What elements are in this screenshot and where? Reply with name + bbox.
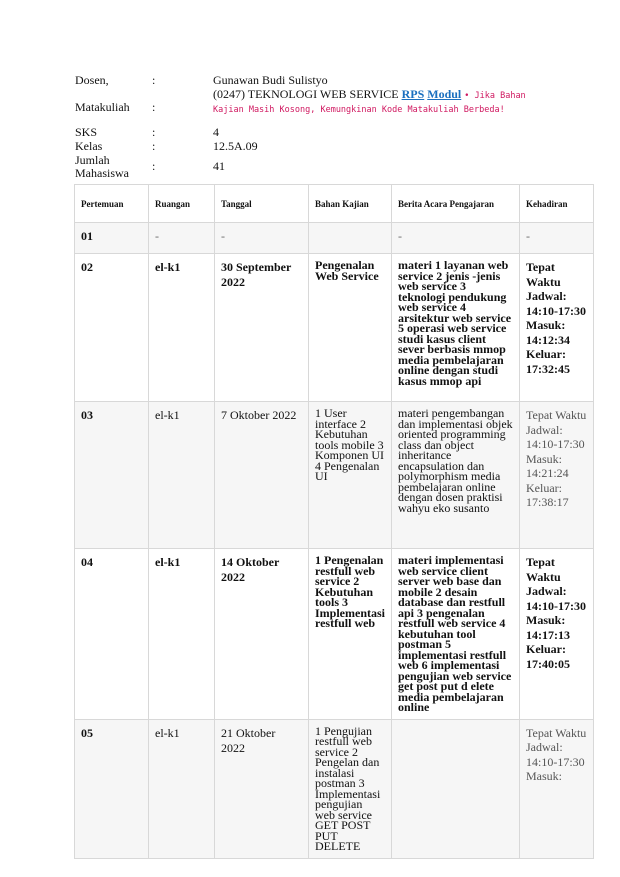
row-kehadiran: Tepat Waktu Jadwal: 14:10-17:30 Masuk: — [520, 719, 594, 858]
dosen-row — [75, 74, 545, 88]
row-berita: materi 1 layanan web service 2 jenis -jenis web service 3 teknologi pendukung web service 4 arsitektur web service 5 operasi web service studi kasus client sever berbasis mmop media pembelajaran online dengan studi kasus mmop api — [392, 254, 520, 402]
course-info — [75, 74, 545, 182]
matakuliah-label: Matakuliah — [75, 100, 130, 114]
course-code-warning: • Jika Bahan Kajian Masih Kosong, Kemungkinan Kode Matakuliah Berbeda! — [213, 91, 526, 115]
row-kehadiran: Tepat Waktu Jadwal: 14:10-17:30 Masuk: 14:12:34 Keluar: 17:32:45 — [520, 254, 594, 402]
modul-link[interactable]: Modul — [427, 87, 462, 101]
header-pertemuan: Pertemuan — [75, 185, 149, 223]
row-number: 05 — [75, 719, 149, 858]
row-tanggal: 14 Oktober 2022 — [215, 549, 309, 720]
row-bahan: 1 Pengenalan restfull web service 2 Kebutuhan tools 3 Implementasi restfull web — [309, 549, 392, 720]
header-berita-acara: Berita Acara Pengajaran — [392, 185, 520, 223]
jumlah-value: 41 — [213, 159, 225, 173]
dosen-label: Dosen, — [75, 73, 109, 87]
header-ruangan: Ruangan — [149, 185, 215, 223]
dosen-value: Gunawan Budi Sulistyo — [213, 73, 328, 87]
row-bahan — [309, 223, 392, 254]
kelas-value: 12.5A.09 — [213, 139, 258, 153]
row-ruangan: el-k1 — [149, 719, 215, 858]
table-header-row — [75, 185, 594, 223]
colon: : — [152, 139, 156, 153]
colon: : — [152, 73, 156, 87]
row-tanggal: 7 Oktober 2022 — [215, 402, 309, 549]
row-ruangan: el-k1 — [149, 254, 215, 402]
sks-value: 4 — [213, 125, 219, 139]
colon: : — [152, 100, 156, 114]
header-bahan-kajian: Bahan Kajian — [309, 185, 392, 223]
course-name: (0247) TEKNOLOGI WEB SERVICE — [213, 87, 399, 101]
table-row — [75, 223, 594, 254]
kelas-label: Kelas — [75, 139, 103, 153]
row-number: 01 — [75, 223, 149, 254]
schedule-table — [74, 184, 594, 859]
row-ruangan: - — [149, 223, 215, 254]
matakuliah-row — [75, 88, 545, 126]
row-bahan: 1 User interface 2 Kebutuhan tools mobile 3 Komponen UI 4 Pengenalan UI — [309, 402, 392, 549]
row-number: 04 — [75, 549, 149, 720]
matakuliah-value — [213, 88, 545, 116]
row-berita — [392, 719, 520, 858]
kelas-row — [75, 140, 545, 154]
colon: : — [152, 159, 156, 173]
row-kehadiran: Tepat Waktu Jadwal: 14:10-17:30 Masuk: 14:17:13 Keluar: 17:40:05 — [520, 549, 594, 720]
row-berita: - — [392, 223, 520, 254]
row-tanggal: 21 Oktober 2022 — [215, 719, 309, 858]
row-tanggal: - — [215, 223, 309, 254]
row-bahan: 1 Pengujian restfull web service 2 Pengelan dan instalasi postman 3 Implementasi pengujian web service GET POST PUT DELETE — [309, 719, 392, 858]
row-berita: materi pengembangan dan implementasi objek oriented programming class dan object inheritance encapsulation dan polymorphism media pembelajaran online dengan dosen praktisi wahyu eko susanto — [392, 402, 520, 549]
row-berita: materi implementasi web service client server web base dan mobile 2 desain database dan restfull api 3 pengenalan restfull web service 4 kebutuhan tool postman 5 implementasi restfull web 6 implementasi pengujian web service get post put d elete media pembelajaran online — [392, 549, 520, 720]
row-number: 02 — [75, 254, 149, 402]
table-row — [75, 719, 594, 858]
row-tanggal: 30 September 2022 — [215, 254, 309, 402]
table-row — [75, 254, 594, 402]
row-bahan: Pengenalan Web Service — [309, 254, 392, 402]
sks-label: SKS — [75, 125, 98, 139]
table-row — [75, 549, 594, 720]
rps-link[interactable]: RPS — [401, 87, 425, 101]
row-number: 03 — [75, 402, 149, 549]
jumlah-label: Jumlah Mahasiswa — [75, 153, 129, 180]
table-row — [75, 402, 594, 549]
jumlah-row — [75, 154, 545, 182]
row-ruangan: el-k1 — [149, 549, 215, 720]
sks-row — [75, 126, 545, 140]
row-kehadiran: Tepat Waktu Jadwal: 14:10-17:30 Masuk: 14:21:24 Keluar: 17:38:17 — [520, 402, 594, 549]
header-tanggal: Tanggal — [215, 185, 309, 223]
header-kehadiran: Kehadiran — [520, 185, 594, 223]
row-kehadiran: - — [520, 223, 594, 254]
colon: : — [152, 125, 156, 139]
row-ruangan: el-k1 — [149, 402, 215, 549]
